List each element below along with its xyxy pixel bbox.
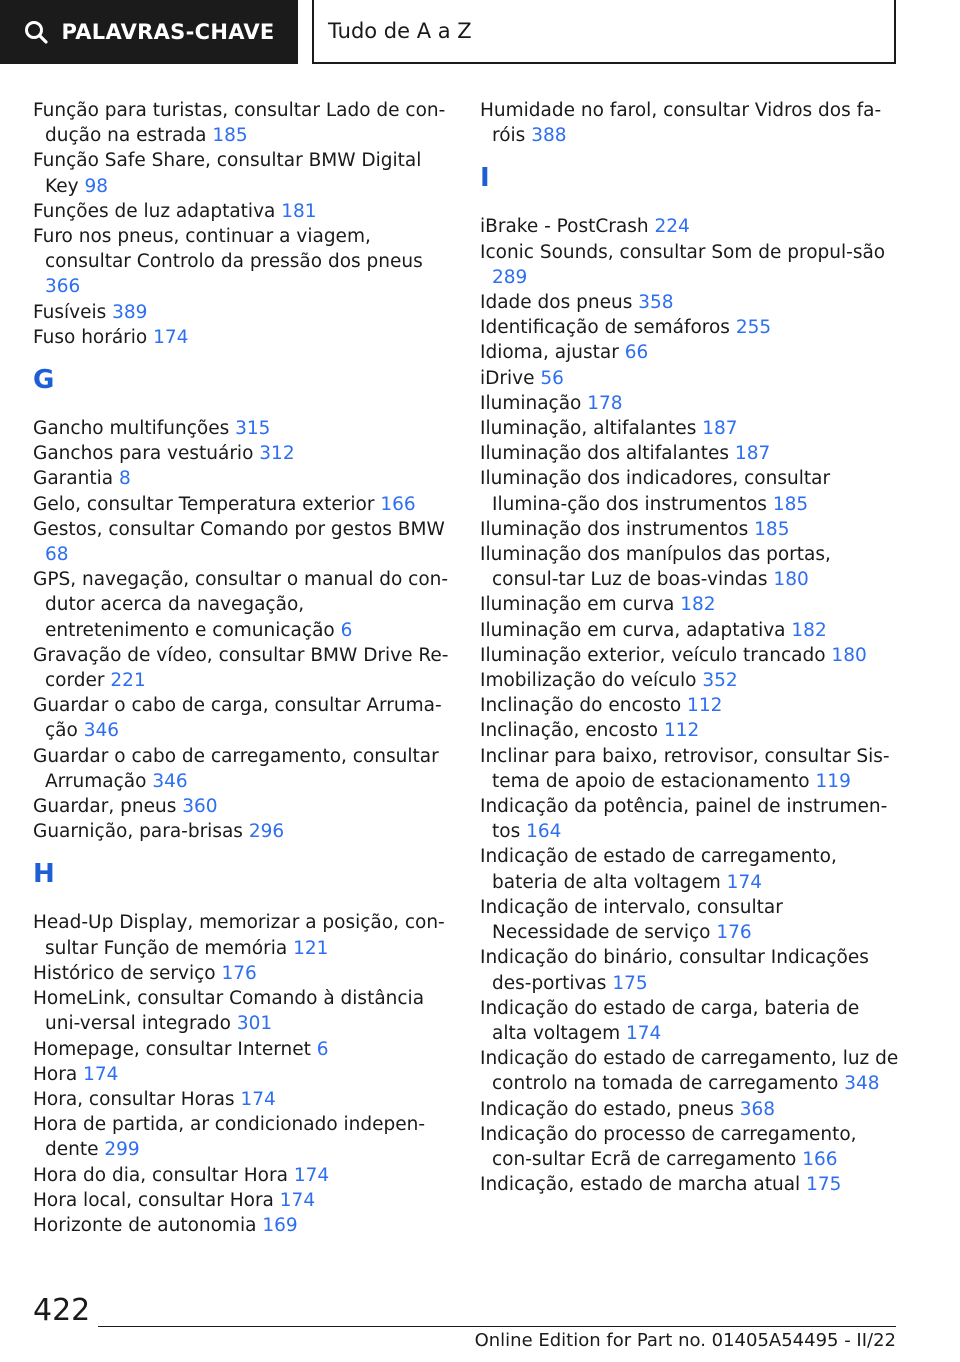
entry-text: Inclinação, encosto [480,720,659,742]
page-link[interactable]: 352 [702,670,738,692]
index-entry [480,592,900,617]
entry-text: Indicação do estado de carregamento, luz de controlo na tomada de carregamento [480,1048,899,1095]
index-entry [33,1188,451,1213]
page-link[interactable]: 182 [791,619,827,641]
page-link[interactable]: 175 [612,972,648,994]
entry-text: Gestos, consultar Comando por gestos BMW [33,518,445,540]
index-entry [480,214,900,239]
entry-text: Fusíveis [33,301,107,323]
entry-text: Iluminação dos indicadores, consultar Ilumina-ção dos instrumentos [480,468,831,515]
entry-text: Furo nos pneus, continuar a viagem, consultar Controlo da pressão dos pneus [33,226,423,273]
entry-text: Indicação do estado de carga, bateria de alta voltagem [480,997,860,1044]
index-entry [480,366,900,391]
page-link[interactable]: 175 [806,1174,842,1196]
entry-text: Gancho multifunções [33,418,230,440]
entry-text: Ganchos para vestuário [33,443,254,465]
entry-text: iDrive [480,367,535,389]
index-entry [33,1037,451,1062]
index-entry [480,1172,900,1197]
index-entry [33,492,451,517]
entry-text: Indicação da potência, painel de instrumen-tos [480,796,888,843]
index-entry [33,98,451,148]
index-entry [33,567,451,643]
entry-text: Gravação de vídeo, consultar BMW Drive Re-corder [33,644,449,692]
index-entry [33,819,451,844]
entry-text: Função para turistas, consultar Lado de con-dução na estrada [33,100,446,147]
page-link[interactable]: 185 [754,518,790,540]
page-link[interactable]: 68 [45,544,69,566]
entry-text: Histórico de serviço [33,962,216,984]
page-link[interactable]: 181 [281,200,317,222]
index-entry [480,340,900,365]
index-entry [33,643,451,693]
index-entry [33,961,451,986]
entry-text: Iluminação dos instrumentos [480,518,749,540]
index-entry [33,1087,451,1112]
entry-text: Idioma, ajustar [480,342,619,364]
index-entry [480,643,900,668]
keywords-button[interactable] [0,0,298,64]
entry-text: Iluminação dos manípulos das portas, consul-tar Luz de boas-vindas [480,544,831,591]
entry-text: Indicação, estado de marcha atual [480,1174,801,1196]
entry-text: Iluminação dos altifalantes [480,443,730,465]
entry-text: Função Safe Share, consultar BMW Digital Key [33,150,422,197]
page-link[interactable]: 366 [45,276,81,298]
page-link[interactable]: 6 [340,619,353,641]
index-entry [480,618,900,643]
page-link[interactable]: 6 [316,1038,329,1060]
index-entry [33,517,451,567]
tab-a-to-z[interactable] [312,0,896,64]
index-entry [33,466,451,491]
page-link[interactable]: 358 [638,292,674,314]
page-link[interactable]: 182 [680,594,716,616]
footer-divider [98,1326,896,1327]
index-entry [33,416,451,441]
entry-text: Iluminação exterior, veículo trancado [480,644,826,666]
entry-text: Humidade no farol, consultar Vidros dos fa-róis [480,100,882,147]
page-link[interactable]: 185 [772,493,809,515]
entry-text: Guardar, pneus [33,796,177,818]
entry-text: Imobilização do veículo [480,670,697,692]
page-link[interactable]: 174 [83,1063,119,1085]
page-link[interactable]: 176 [716,922,752,944]
entry-text: Guardar o cabo de carga, consultar Arruma-ção [33,695,442,742]
entry-text: Idade dos pneus [480,292,633,314]
index-entry [480,996,900,1046]
page-link[interactable]: 346 [152,770,188,792]
page-link[interactable]: 174 [240,1088,276,1110]
entry-text: Head-Up Display, memorizar a posição, con-sultar Função de memória [33,912,445,959]
entry-text: Gelo, consultar Temperatura exterior [33,493,375,515]
index-entry [480,744,900,794]
page-link[interactable]: 174 [293,1164,330,1186]
index-entry [480,794,900,844]
entry-text: Indicação de estado de carregamento, bateria de alta voltagem [480,846,837,893]
entry-text: Hora de partida, ar condicionado indepen-dente [33,1114,426,1161]
page-link[interactable]: 187 [702,418,738,440]
entry-text: iBrake - PostCrash [480,216,649,238]
page-link[interactable]: 176 [221,962,257,984]
page-link[interactable]: 368 [739,1098,776,1120]
entry-text: Indicação do processo de carregamento, con-sultar Ecrã de carregamento [480,1123,857,1170]
entry-text: Hora [33,1063,78,1085]
page-link[interactable]: 315 [235,418,271,440]
edition-note: Online Edition for Part no. 01405A54495 - II/22 [474,1330,896,1351]
index-entry [33,1213,451,1238]
index-entry [480,517,900,542]
tab-a-to-z-label: Tudo de A a Z [328,19,472,43]
index-entry [480,718,900,743]
index-entry [480,844,900,894]
index-entry [480,240,900,290]
index-entry [33,693,451,743]
index-entry [480,466,900,516]
page-link[interactable]: 169 [262,1214,298,1236]
page-link[interactable]: 66 [624,342,649,364]
page-link[interactable]: 8 [118,468,131,490]
entry-text: Indicação do estado, pneus [480,1098,734,1120]
page-link[interactable]: 119 [815,770,851,792]
entry-text: Identificação de semáforos [480,317,730,339]
index-entry [33,744,451,794]
page-link[interactable]: 112 [687,695,723,717]
entry-text: Guarnição, para-brisas [33,821,243,843]
index-entry [480,391,900,416]
page-link[interactable]: 187 [734,443,771,465]
search-icon [23,19,49,45]
entry-text: Hora do dia, consultar Hora [33,1164,288,1186]
page-link[interactable]: 221 [110,670,146,692]
page-link[interactable]: 301 [236,1013,273,1035]
page-link[interactable]: 166 [380,493,416,515]
index-entry [480,441,900,466]
index-entry [33,325,451,350]
page-link[interactable]: 178 [587,392,623,414]
page-link[interactable]: 346 [83,720,120,742]
index-entry [33,1112,451,1162]
index-entry [480,1122,900,1172]
entry-text: Iluminação [480,392,582,414]
index-entry [480,290,900,315]
page-link[interactable]: 289 [492,266,528,288]
index-entry [480,416,900,441]
page-link[interactable]: 174 [153,326,189,348]
page-number: 422 [33,1293,91,1328]
entry-text: Homepage, consultar Internet [33,1038,311,1060]
index-entry [33,224,451,300]
entry-text: Funções de luz adaptativa [33,200,276,222]
page-link[interactable]: 185 [212,125,248,147]
index-entry [480,1046,900,1096]
entry-text: Iconic Sounds, consultar Som de propul-são [480,241,886,263]
page-link[interactable]: 112 [663,720,700,742]
entry-text: Inclinar para baixo, retrovisor, consultar Sis-tema de apoio de estacionamento [480,745,890,792]
index-entry [33,794,451,819]
index-entry [480,895,900,945]
page-link[interactable]: 174 [279,1189,316,1211]
index-entry [480,1097,900,1122]
entry-text: Fuso horário [33,326,148,348]
section-letter: I [480,163,490,194]
index-entry [480,693,900,718]
page-link[interactable]: 180 [773,569,809,591]
index-column-left [33,98,451,1238]
section-letter: G [33,365,55,396]
entry-text: Iluminação em curva [480,594,675,616]
index-column-right [480,98,900,1197]
entry-text: HomeLink, consultar Comando à distância uni-versal integrado [33,988,425,1035]
index-entry [480,98,900,148]
index-entry [33,148,451,198]
page-link[interactable]: 174 [726,871,762,893]
section-letter: H [33,859,55,890]
index-entry [480,542,900,592]
top-navigation [0,0,960,66]
page-link[interactable]: 255 [735,317,772,339]
index-entry [480,315,900,340]
keywords-label: PALAVRAS-CHAVE [61,20,275,44]
index-entry [33,300,451,325]
page-link[interactable]: 180 [831,644,867,666]
entry-text: Indicação do binário, consultar Indicações des-portivas [480,947,869,994]
entry-text: Indicação de intervalo, consultar Necessidade de serviço [480,896,783,944]
entry-text: Iluminação em curva, adaptativa [480,619,786,641]
page-link[interactable]: 98 [84,175,108,197]
page-link[interactable]: 299 [104,1139,140,1161]
page-link[interactable]: 348 [844,1073,880,1095]
entry-text: Hora, consultar Horas [33,1088,235,1110]
entry-text: Iluminação, altifalantes [480,418,697,440]
page-link[interactable]: 360 [182,796,218,818]
index-entry [33,1163,451,1188]
entry-text: Horizonte de autonomia [33,1214,257,1236]
index-entry [480,945,900,995]
entry-text: Guardar o cabo de carregamento, consultar Arrumação [33,745,439,792]
entry-text: Inclinação do encosto [480,695,682,717]
index-entry [33,910,451,960]
entry-text: GPS, navegação, consultar o manual do con-dutor acerca da navegação, entretenimento e comunicação [33,569,449,641]
index-entry [33,441,451,466]
entry-text: Garantia [33,468,114,490]
page-link[interactable]: 121 [293,937,329,959]
page-link[interactable]: 312 [259,443,295,465]
index-entry [33,1062,451,1087]
page-link[interactable]: 389 [112,301,148,323]
index-entry [33,199,451,224]
page-link[interactable]: 166 [802,1148,838,1170]
page-link[interactable]: 164 [526,821,562,843]
page-link[interactable]: 174 [625,1022,662,1044]
index-entry [33,986,451,1036]
page-link[interactable]: 296 [248,821,285,843]
page-link[interactable]: 388 [531,125,567,147]
index-entry [480,668,900,693]
page-link[interactable]: 56 [540,367,564,389]
entry-text: Hora local, consultar Hora [33,1189,274,1211]
page-link[interactable]: 224 [654,216,690,238]
